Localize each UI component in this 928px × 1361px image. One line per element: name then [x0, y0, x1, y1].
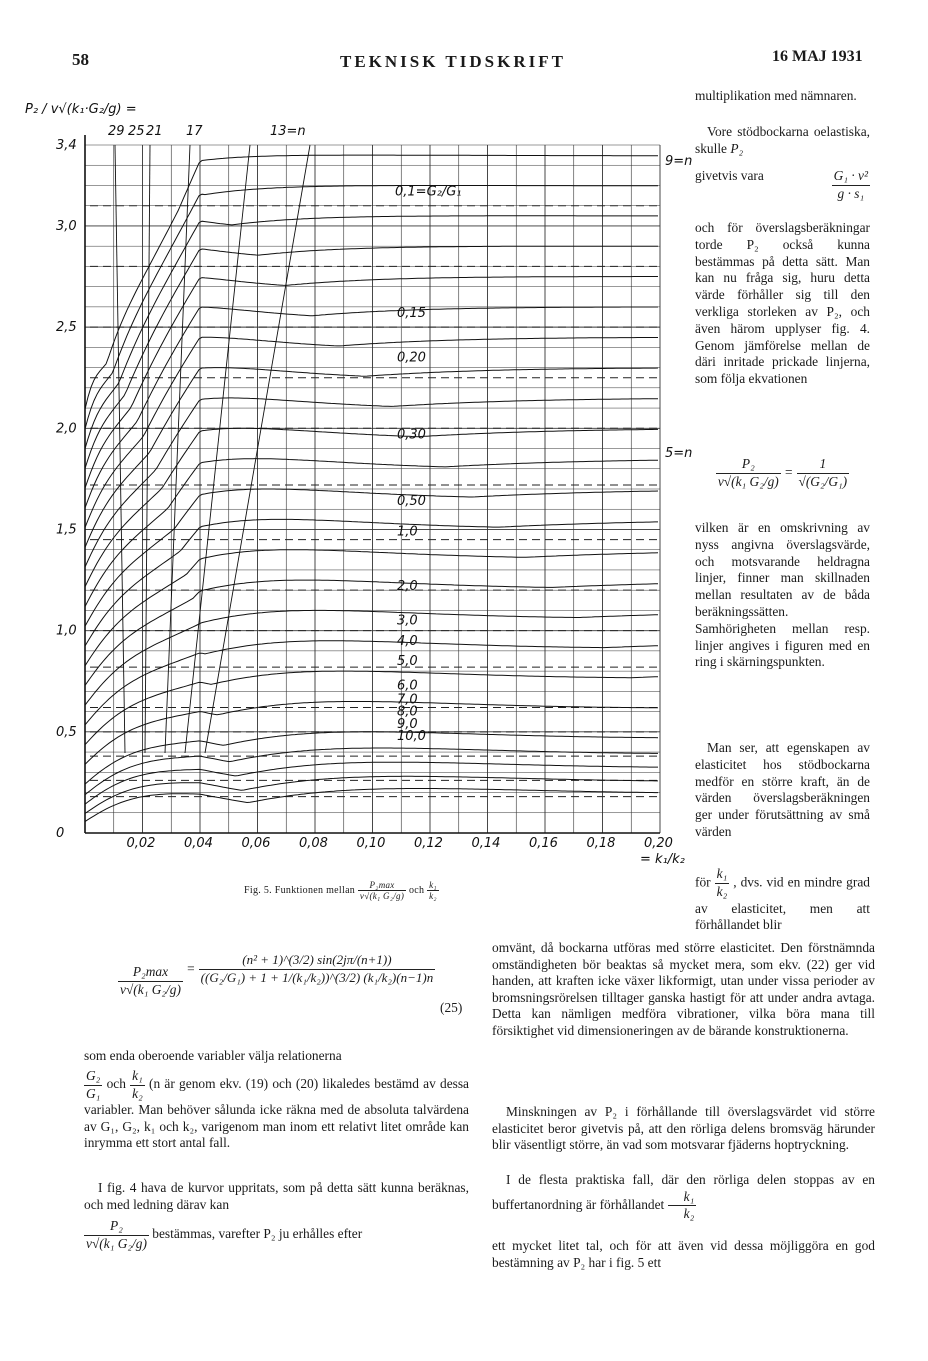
- mid-para-2: Minskningen av P₂ i förhållande till överslagsvärdet vid större elasticitet beror givetvis på, att den rörliga delens bromsväg härunder blir väsentligt större, än vad som motsvarar fjäderns hoptryckning.: [492, 1104, 875, 1153]
- ratio-label: 0,20: [397, 350, 426, 366]
- right-para-4-for: för $\frac{\text{k₁}}{\text{k₂}}$ , dvs. vid en mindre grad av elasticitet, men att förhållandet blir: [695, 866, 870, 933]
- ratio-label: 4,0: [397, 633, 418, 649]
- ratio-label: 7,0: [397, 692, 418, 708]
- x-axis-label: = k₁/k₂: [640, 852, 685, 867]
- y-tick-label: 1,5: [56, 522, 77, 538]
- mid-para-4: ett mycket litet tal, och för att även vid dessa möjliggöra en god bestämning av P₂ har i fig. 5 ett: [492, 1238, 875, 1270]
- x-tick-label: 0,10: [356, 836, 386, 851]
- y-tick-label: 3,0: [56, 218, 77, 234]
- ratio-label: 5,0: [397, 654, 418, 670]
- n-label-right: 9=n: [665, 154, 693, 169]
- caption-prefix: Fig. 5. Funktionen mellan: [244, 884, 356, 896]
- x-tick-label: 0,16: [529, 836, 558, 851]
- ratio-label: 0,15: [397, 306, 426, 321]
- right-para-3: vilken är en omskrivning av nyss angivna överslagsvärde, och motsvarande heldragna linjer, finner man skillnaden mellan resultaten av de båda beräkningssätten. Samhörigheten mellan resp. linjer angives i figuren med en ring i skärningspunkten.: [695, 520, 870, 670]
- n-label-top: 25: [128, 124, 145, 139]
- chart-grid: [85, 135, 660, 833]
- ratio-label: 3,0: [397, 613, 418, 629]
- x-tick-label: 0,04: [184, 836, 213, 851]
- equation-25-number: (25): [440, 1000, 463, 1015]
- left-para-1: som enda oberoende variabler välja relationerna: [84, 1048, 342, 1063]
- y-tick-label: 2,5: [56, 320, 77, 336]
- n-line: [185, 145, 250, 753]
- ratio-label: 6,0: [397, 678, 418, 694]
- left-para-2: I fig. 4 hava de kurvor uppritats, som på detta sätt kunna beräknas, och med ledning därav kan: [84, 1180, 469, 1212]
- ratio-label: 2,0: [397, 579, 418, 595]
- ratio-label: 1,0: [397, 524, 418, 540]
- right-para-2: Vore stödbockarna oelastiska, skulle P₂: [695, 124, 870, 156]
- x-tick-label: 0,12: [414, 836, 443, 851]
- right-formula-g1v2: givetvis vara $\frac{\text{G₁ · v²}}{\text{g · s₁}}$: [695, 168, 868, 201]
- y-tick-label: 0,5: [56, 724, 77, 740]
- caption-and: och: [408, 884, 425, 896]
- ratio-label: 8,0: [397, 704, 418, 720]
- x-tick-label: 0,18: [586, 836, 616, 851]
- y-axis-label: P₂ / v√(k₁·G₂/g) =: [25, 102, 137, 117]
- page-number: 58: [72, 50, 89, 69]
- x-tick-label: 0,06: [241, 836, 271, 851]
- x-tick-label: 0,14: [471, 836, 501, 851]
- ratio-label: 10,0: [397, 728, 426, 744]
- n-label-top: 21: [146, 124, 163, 139]
- mid-para-3: I de flesta praktiska fall, där den rörliga delen stoppas av en buffertanordning är förhållandet $\frac{\text{k₁}}{\text{k₂}}$: [492, 1172, 875, 1222]
- right-para-4: Man ser, att egenskapen av elasticitet hos stödbockarna medför en större kraft, än de värden överslagsberäkningen ger under förutsättning av små värden: [695, 740, 870, 839]
- figure-5-chart: [20, 85, 700, 885]
- equation-25: $\frac{\text{P₂max}}{\text{v√(k₁ G₂/g)}}$ = $\frac{\text{(n² + 1)\textasciicircum{}(3/2) sin(2jπ/(n+1))}}{\text{((G₂/G₁) + 1 + 1/(k₁/k₂))\textasciicircum{}(3/2) (k₁/k₂)(n−1)n}}$: [120, 952, 434, 997]
- x-tick-label: 0,20: [644, 836, 673, 851]
- x-tick-label: 0,02: [126, 836, 156, 851]
- right-para-1: multiplikation med nämnaren.: [695, 88, 857, 103]
- right-para-2-cont: och för överslagsberäkningar torde P₂ också kunna bestämmas på detta sätt. Man kan nu fråga sig, huru detta värde förhåller sig till den verkliga storleken av P₂, och även härom upplyser fig. 4. Genom jämförelse mellan de däri inritade prickade linjerna, som följa ekvationen: [695, 220, 870, 387]
- ratio-label: 0,50: [397, 494, 426, 510]
- left-para-2-end: $\frac{\text{P₂}}{\text{v√(k₁ G₂/g)}}$ bestämmas, varefter P₂ ju erhålles efter: [86, 1218, 363, 1251]
- right-formula-ratio: $\frac{\text{P₂}}{\text{v√(k₁ G₂/g)}}$ = $\frac{1}{\text{√(G₂/G₁)}}$: [717, 456, 848, 489]
- n-label-right: 5=n: [665, 446, 693, 461]
- ratio-label: 0,30: [397, 427, 426, 443]
- n-label-top: 29: [108, 124, 125, 139]
- y-tick-label: 3,4: [56, 138, 77, 153]
- mid-para-1: omvänt, då bockarna utföras med större elasticitet. Den förstnämnda omständigheten bör beaktas så mycket mera, som ekv. (22) ger vid handen, att kraften icke växer likformigt, utan under vissa perioder av bromsningsrörelsen tilltager ganska hastigt för att under andra avtaga. Detta kan nämligen medföra vibrationer, vilka böra mana till försiktighet vid dimensioneringen av de bärande konstruktionerna.: [492, 940, 875, 1038]
- y-tick-label: 2,0: [56, 421, 77, 437]
- n-label-top: 13=n: [270, 124, 306, 139]
- n-line: [115, 145, 125, 753]
- issue-date: 16 MAJ 1931: [772, 48, 863, 65]
- x-tick-label: 0,08: [299, 836, 328, 851]
- n-label-top: 17: [186, 124, 203, 139]
- figure-caption: Fig. 5. Funktionen mellan $\frac{\text{P₂max}}{\text{v√(k₁ G₂/g)}}$ och $\frac{\text{k₁}}{\text{k₂}}$: [244, 880, 437, 901]
- ratio-label: 9,0: [397, 716, 418, 732]
- y-tick-label: 1,0: [56, 623, 77, 639]
- n-line: [145, 145, 150, 753]
- left-para-1-cont: $\frac{\text{G₂}}{\text{G₁}}$ och $\frac{\text{k₁}}{\text{k₂}}$ (n är genom ekv. (19) och (20) likaledes bestämd av dessa variabler. Man behöver sålunda icke räkna med de absoluta talvärdena av G₁, G₂, k₁ och k₂, varigenom man inom ett relativt litet område kan inrymma ett stort antal fall.: [84, 1068, 470, 1151]
- journal-title: TEKNISK TIDSKRIFT: [340, 52, 566, 71]
- ratio-label: 0,1=G₂/G₁: [395, 184, 462, 200]
- y-tick-label: 0: [56, 826, 65, 841]
